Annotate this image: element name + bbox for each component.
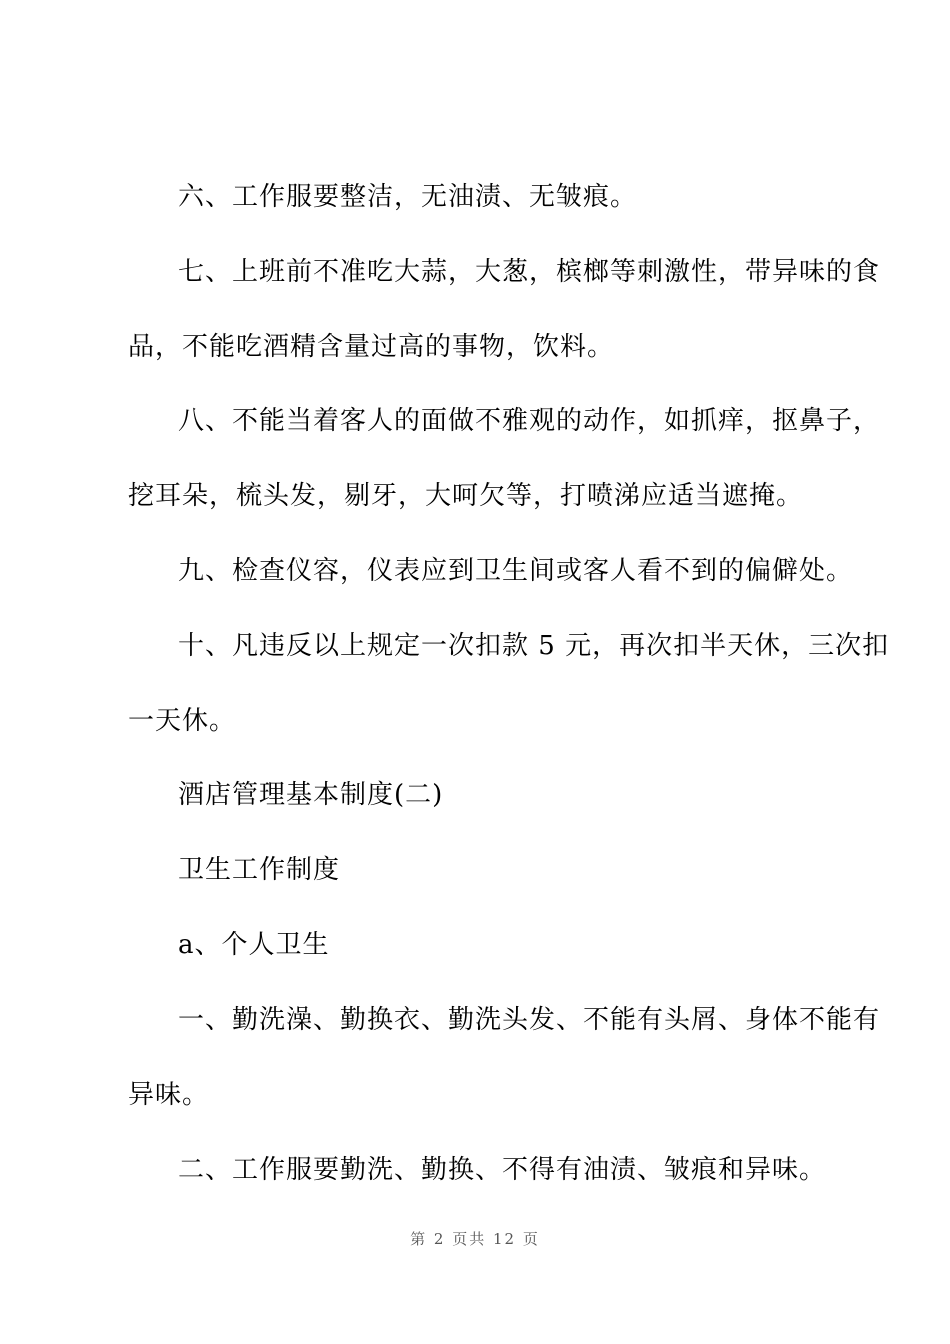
paragraph-line: 一天休。 bbox=[128, 706, 237, 736]
paragraph-line: 八、不能当着客人的面做不雅观的动作，如抓痒，抠鼻子， bbox=[178, 406, 881, 436]
paragraph-line: 六、工作服要整洁，无油渍、无皱痕。 bbox=[178, 182, 638, 212]
paragraph-line: 十、凡违反以上规定一次扣款 5 元，再次扣半天休，三次扣 bbox=[178, 631, 890, 661]
section-heading: 酒店管理基本制度(二) bbox=[178, 780, 444, 810]
paragraph-line: 挖耳朵，梳头发，剔牙，大呵欠等，打喷涕应适当遮掩。 bbox=[128, 481, 804, 511]
paragraph-line: 异味。 bbox=[128, 1080, 210, 1110]
paragraph-line: 品，不能吃酒精含量过高的事物，饮料。 bbox=[128, 332, 615, 362]
paragraph-line: 七、上班前不准吃大蒜，大葱，槟榔等刺激性，带异味的食 bbox=[178, 257, 881, 287]
page-number-footer: 第 2 页共 12 页 bbox=[410, 1230, 540, 1248]
paragraph-line: 二、工作服要勤洗、勤换、不得有油渍、皱痕和异味。 bbox=[178, 1155, 827, 1185]
subsection-heading: a、个人卫生 bbox=[178, 930, 330, 960]
paragraph-line: 九、检查仪容，仪表应到卫生间或客人看不到的偏僻处。 bbox=[178, 556, 854, 586]
paragraph-line: 一、勤洗澡、勤换衣、勤洗头发、不能有头屑、身体不能有 bbox=[178, 1005, 881, 1035]
section-subheading: 卫生工作制度 bbox=[178, 855, 341, 885]
